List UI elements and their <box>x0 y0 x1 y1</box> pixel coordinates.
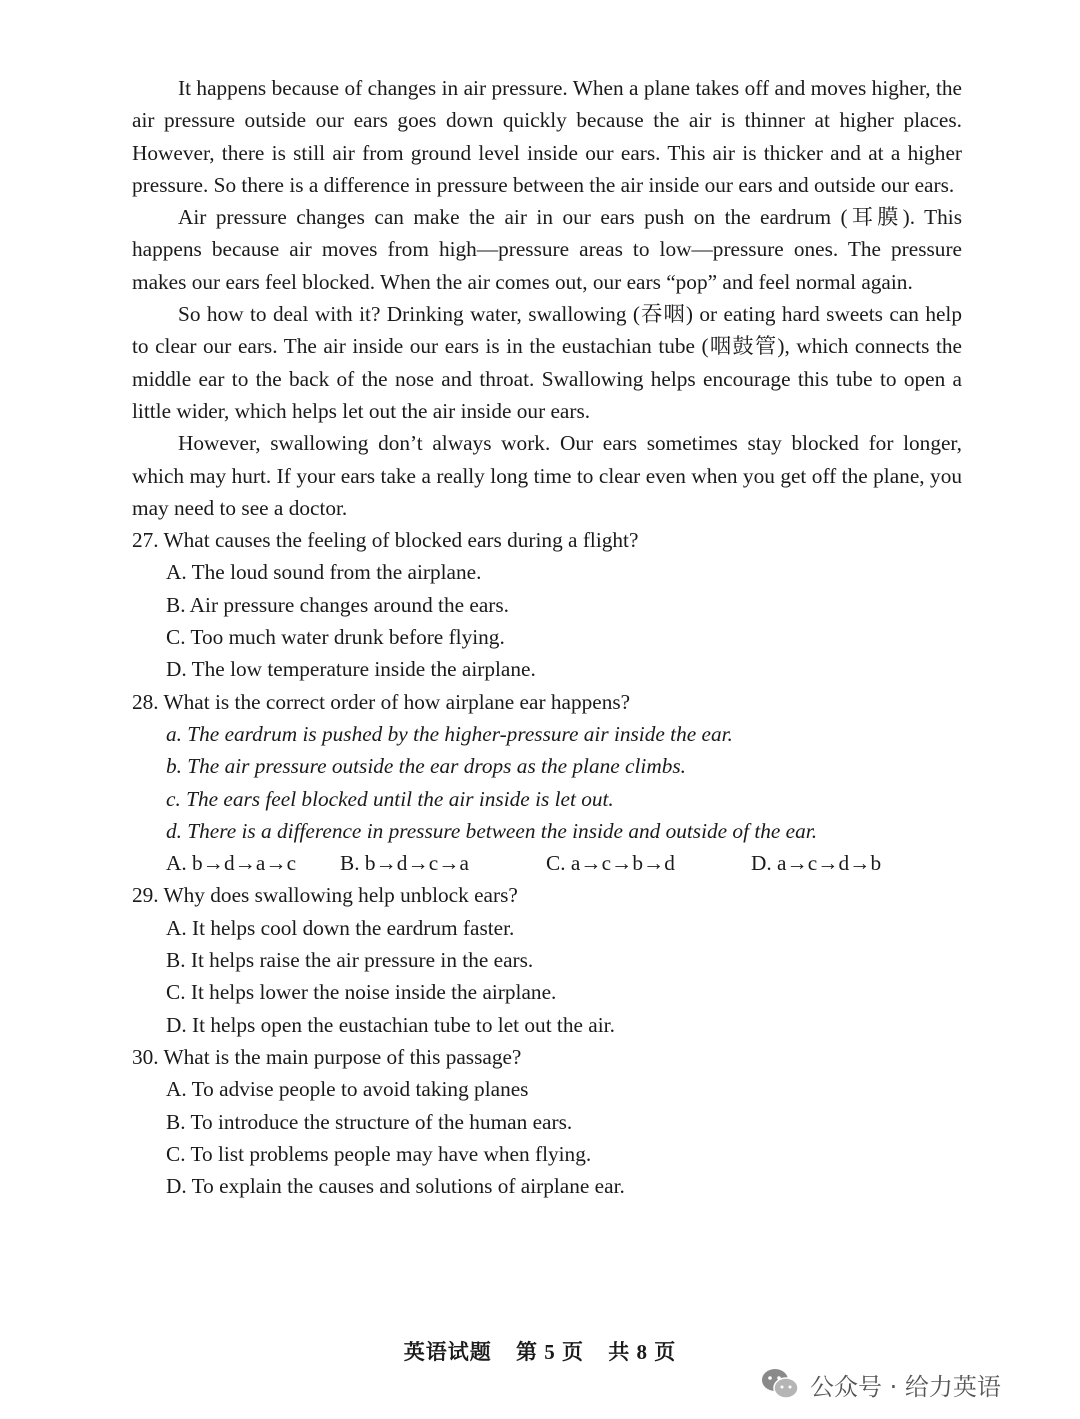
question-stem: 27. What causes the feeling of blocked ears during a flight? <box>132 528 639 553</box>
sequence-step: b. The air pressure outside the ear drops as the plane climbs. <box>166 754 686 779</box>
option: D. a→c→d→b <box>751 851 882 876</box>
question-stem: 28. What is the correct order of how airplane ear happens? <box>132 689 631 714</box>
option: C. a→c→b→d <box>546 851 675 876</box>
wechat-icon <box>760 1367 800 1401</box>
watermark-text: 公众号 · 给力英语 <box>810 1372 1001 1401</box>
footer-subject: 英语试题 <box>403 1340 492 1364</box>
option: B. Air pressure changes around the ears. <box>166 592 510 617</box>
option: A. To advise people to avoid taking planes <box>166 1077 529 1102</box>
passage-paragraph: However, swallowing don’t always work. Our ears sometimes stay blocked for longer, which may hurt. If your ears take a really long time to clear even when you get off the plane, you may need to see a doctor. <box>132 431 962 520</box>
sequence-step: a. The eardrum is pushed by the higher-pressure air inside the ear. <box>166 721 733 746</box>
footer-page-number: 第 5 页 <box>516 1340 584 1364</box>
sequence-step: c. The ears feel blocked until the air inside is let out. <box>166 786 614 811</box>
option: C. It helps lower the noise inside the airplane. <box>166 980 557 1005</box>
question-27 <box>132 524 962 685</box>
sequence-step: d. There is a difference in pressure between the inside and outside of the ear. <box>166 818 818 843</box>
option: D. To explain the causes and solutions of airplane ear. <box>166 1174 625 1199</box>
option: A. The loud sound from the airplane. <box>166 560 482 585</box>
option: C. Too much water drunk before flying. <box>166 625 505 650</box>
option: A. b→d→a→c <box>166 851 297 876</box>
option: C. To list problems people may have when flying. <box>166 1141 592 1166</box>
question-28 <box>132 686 962 880</box>
question-stem: 30. What is the main purpose of this passage? <box>132 1044 522 1069</box>
option: A. It helps cool down the eardrum faster. <box>166 915 515 940</box>
option: D. The low temperature inside the airplane. <box>166 657 536 682</box>
question-30 <box>132 1041 962 1202</box>
question-29 <box>132 879 962 1040</box>
question-stem: 29. Why does swallowing help unblock ears? <box>132 883 518 908</box>
passage-paragraph: Air pressure changes can make the air in our ears push on the eardrum (耳膜). This happens because air moves from high—pressure areas to low—pressure ones. The pressure makes our ears feel blocked. When the air comes out, our ears “pop” and feel normal again. <box>132 205 962 294</box>
passage-paragraph: It happens because of changes in air pressure. When a plane takes off and moves higher, the air pressure outside our ears goes down quickly because the air is thinner at higher places. However, there is still air from ground level inside our ears. This air is thicker and at a higher pressure. So there is a difference in pressure between the air inside our ears and outside our ears. <box>132 76 962 197</box>
watermark <box>760 1362 1001 1406</box>
option: D. It helps open the eustachian tube to let out the air. <box>166 1012 615 1037</box>
option: B. It helps raise the air pressure in the ears. <box>166 948 534 973</box>
exam-page <box>132 72 962 1202</box>
option: B. b→d→c→a <box>340 851 469 876</box>
option-row <box>166 847 962 879</box>
passage-paragraph: So how to deal with it? Drinking water, swallowing (吞咽) or eating hard sweets can help to clear our ears. The air inside our ears is in the eustachian tube (咽鼓管), which connects the middle ear to the back of the nose and throat. Swallowing helps encourage this tube to open a little wider, which helps let out the air inside our ears. <box>132 302 962 423</box>
option: B. To introduce the structure of the human ears. <box>166 1109 573 1134</box>
footer-total-pages: 共 8 页 <box>608 1340 677 1364</box>
